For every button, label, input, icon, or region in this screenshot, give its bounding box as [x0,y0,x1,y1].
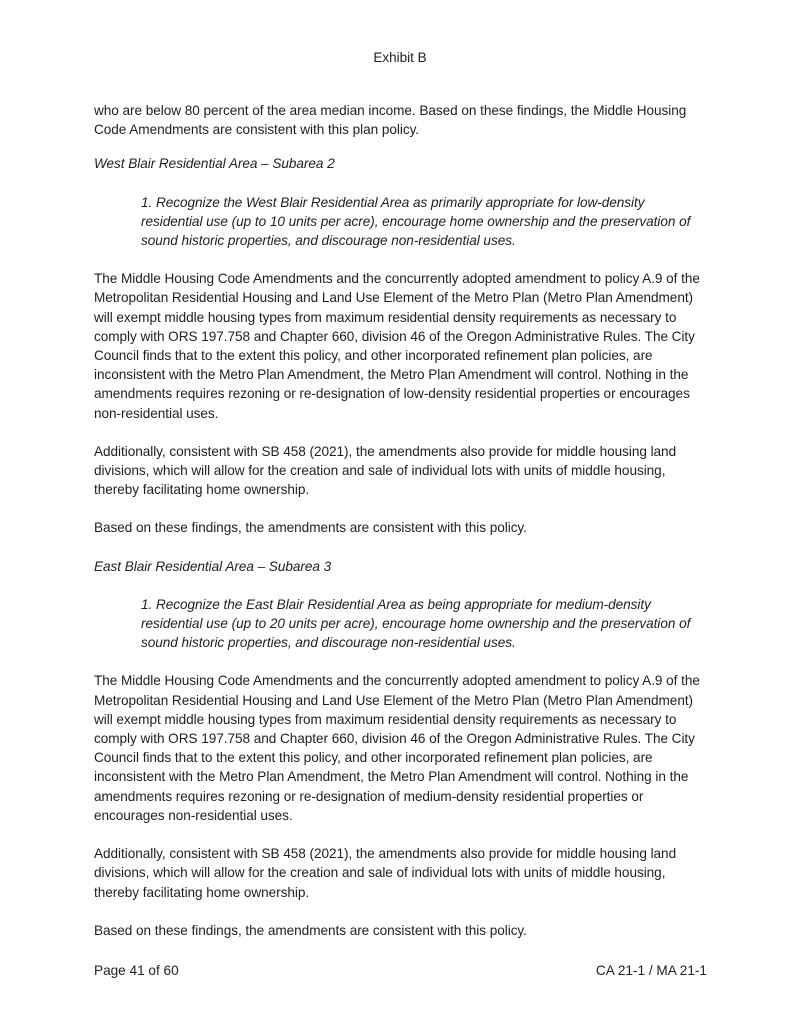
document-body [94,101,714,940]
subarea-2-conclusion: Based on these findings, the amendments are consistent with this policy. [94,520,527,536]
subarea-3-conclusion: Based on these findings, the amendments are consistent with this policy. [94,922,527,938]
subarea-3-heading: East Blair Residential Area – Subarea 3 [94,558,332,574]
subarea-3-additional: Additionally, consistent with SB 458 (2021), the amendments also provide for middle housing land divisions, which will allow for the creation and sale of individual lots with units of middle housing, thereby facilitating home ownership. [94,846,677,900]
paragraph-intro: who are below 80 percent of the area median income. Based on these findings, the Middle Housing Code Amendments are consistent with this plan policy. [94,103,687,138]
subarea-2-additional: Additionally, consistent with SB 458 (2021), the amendments also provide for middle housing land divisions, which will allow for the creation and sale of individual lots with units of middle housing, thereby facilitating home ownership. [94,443,677,498]
subarea-3-policy: 1. Recognize the East Blair Residential Area as being appropriate for medium-density residential use (up to 20 units per acre), encourage home ownership and the preservation of sound historic properties, and discourage non-residential uses. [141,596,691,651]
subarea-3-findings: The Middle Housing Code Amendments and the concurrently adopted amendment to policy A.9 of the Metropolitan Residential Housing and Land Use Element of the Metro Plan (Metro Plan Amendment) will exempt middle housing types from maximum residential density requirements as necessary to comply with ORS 197.758 and Chapter 660, division 46 of the Oregon Administrative Rules. The City Council finds that to the extent this policy, and other incorporated refinement plan policies, are inconsistent with the Metro Plan Amendment, the Metro Plan Amendment will control. Nothing in the amendments requires rezoning or re-designation of medium-density residential properties or encourages non-residential uses. [94,673,700,823]
subarea-2-findings: The Middle Housing Code Amendments and the concurrently adopted amendment to policy A.9 of the Metropolitan Residential Housing and Land Use Element of the Metro Plan (Metro Plan Amendment) will exempt middle housing types from maximum residential density requirements as necessary to comply with ORS 197.758 and Chapter 660, division 46 of the Oregon Administrative Rules. The City Council finds that to the extent this policy, and other incorporated refinement plan policies, are inconsistent with the Metro Plan Amendment, the Metro Plan Amendment will control. Nothing in the amendments requires rezoning or re-designation of low-density residential properties or encourages non-residential uses. [94,271,700,421]
page-number: Page 41 of 60 [94,963,179,978]
document-reference: CA 21-1 / MA 21-1 [595,963,707,978]
subarea-2-heading: West Blair Residential Area – Subarea 2 [94,156,335,172]
subarea-2-policy: 1. Recognize the West Blair Residential Area as primarily appropriate for low-density residential use (up to 10 units per acre), encourage home ownership and the preservation of sound historic properties, and discourage non-residential uses. [141,194,691,249]
page-header: Exhibit B [373,50,427,65]
